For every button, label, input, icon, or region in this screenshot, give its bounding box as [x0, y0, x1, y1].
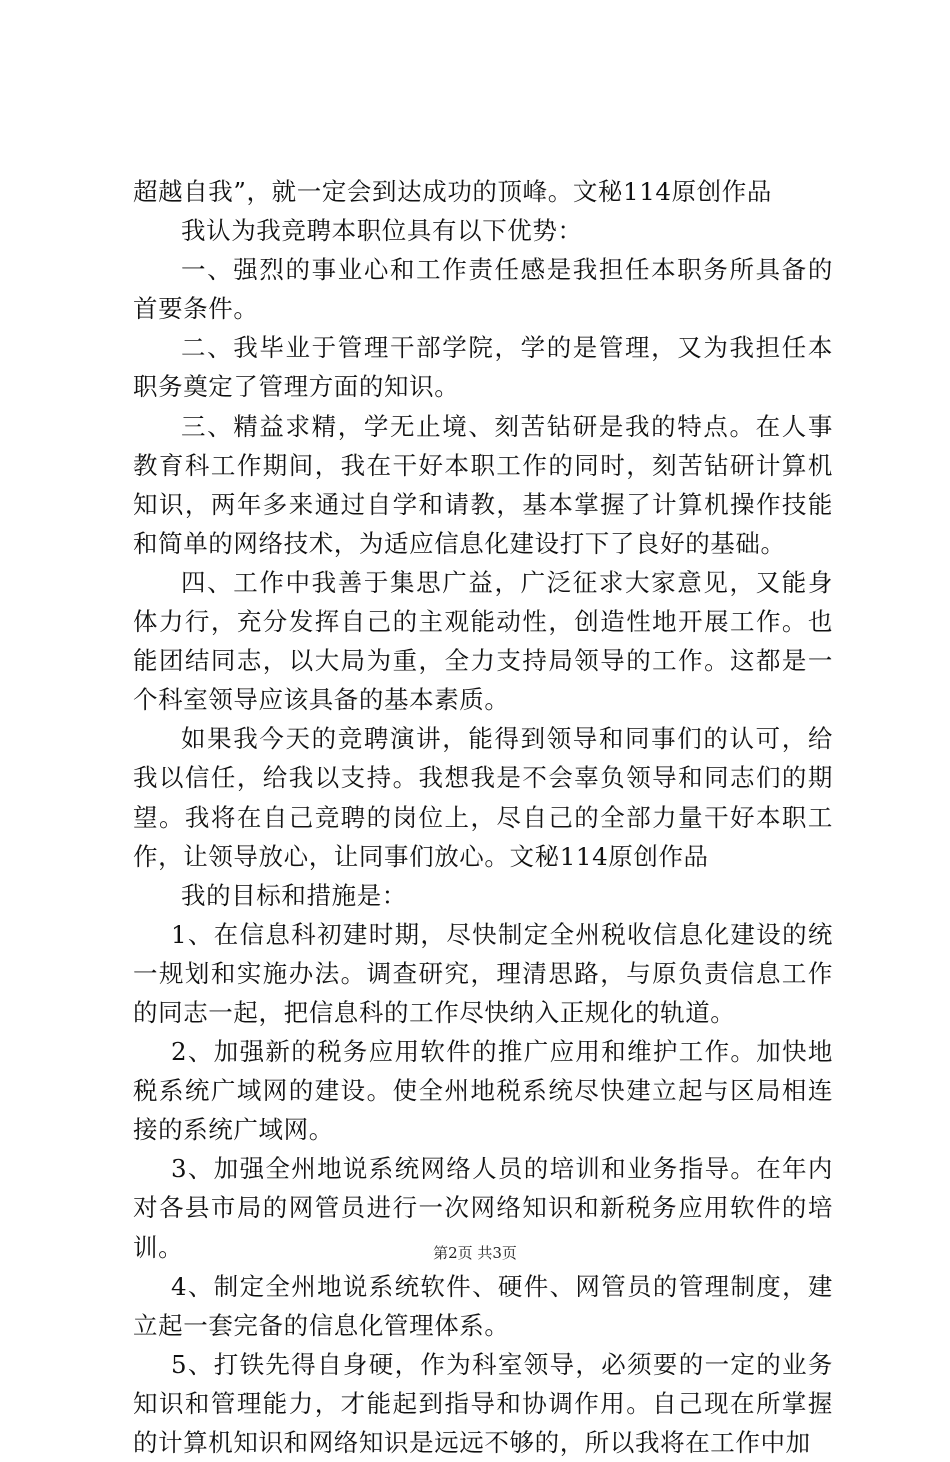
paragraph-goal-1: 1、在信息科初建时期，尽快制定全州税收信息化建设的统一规划和实施办法。调查研究，理清思路，与原负责信息工作的同志一起，把信息科的工作尽快纳入正规化的轨道。: [133, 919, 833, 1027]
paragraph-goals-intro: 我的目标和措施是：: [181, 880, 407, 910]
paragraph-continuation: 超越自我”，就一定会到达成功的顶峰。文秘114原创作品: [133, 177, 772, 206]
paragraph-advantage-1: 一、强烈的事业心和工作责任感是我担任本职务所具备的首要条件。: [133, 255, 833, 324]
paragraph-goal-5: 5、打铁先得自身硬，作为科室领导，必须要的一定的业务知识和管理能力，才能起到指导和协调作用。自己现在所掌握的计算机知识和网络知识是远远不够的，所以我将在工作中加: [133, 1349, 833, 1457]
paragraph-advantage-2: 二、我毕业于管理干部学院，学的是管理，又为我担任本职务奠定了管理方面的知识。: [133, 333, 833, 402]
paragraph-goal-3: 3、加强全州地说系统网络人员的培训和业务指导。在年内对各县市局的网管员进行一次网络知识和新税务应用软件的培训。: [133, 1154, 833, 1262]
paragraph-commitment: 如果我今天的竞聘演讲，能得到领导和同事们的认可，给我以信任，给我以支持。我想我是不会辜负领导和同志们的期望。我将在自己竞聘的岗位上，尽自己的全部力量干好本职工作，让领导放心，让同事们放心。文秘114原创作品: [133, 724, 833, 871]
paragraph-advantage-3: 三、精益求精，学无止境、刻苦钻研是我的特点。在人事教育科工作期间，我在干好本职工作的同时，刻苦钻研计算机知识，两年多来通过自学和请教，基本掌握了计算机操作技能和简单的网络技术，为适应信息化建设打下了良好的基础。: [133, 411, 833, 558]
paragraph-goal-4: 4、制定全州地说系统软件、硬件、网管员的管理制度，建立起一套完备的信息化管理体系。: [133, 1271, 833, 1340]
paragraph-advantage-4: 四、工作中我善于集思广益，广泛征求大家意见，又能身体力行，充分发挥自己的主观能动性，创造性地开展工作。也能团结同志，以大局为重，全力支持局领导的工作。这都是一个科室领导应该具备的基本素质。: [133, 567, 833, 715]
paragraph-goal-2: 2、加强新的税务应用软件的推广应用和维护工作。加快地税系统广域网的建设。使全州地税系统尽快建立起与区局相连接的系统广域网。: [133, 1037, 833, 1145]
page-number-footer: 第2页 共3页: [433, 1244, 517, 1262]
document-body: [133, 172, 833, 1462]
paragraph-advantages-intro: 我认为我竞聘本职位具有以下优势：: [181, 216, 583, 246]
